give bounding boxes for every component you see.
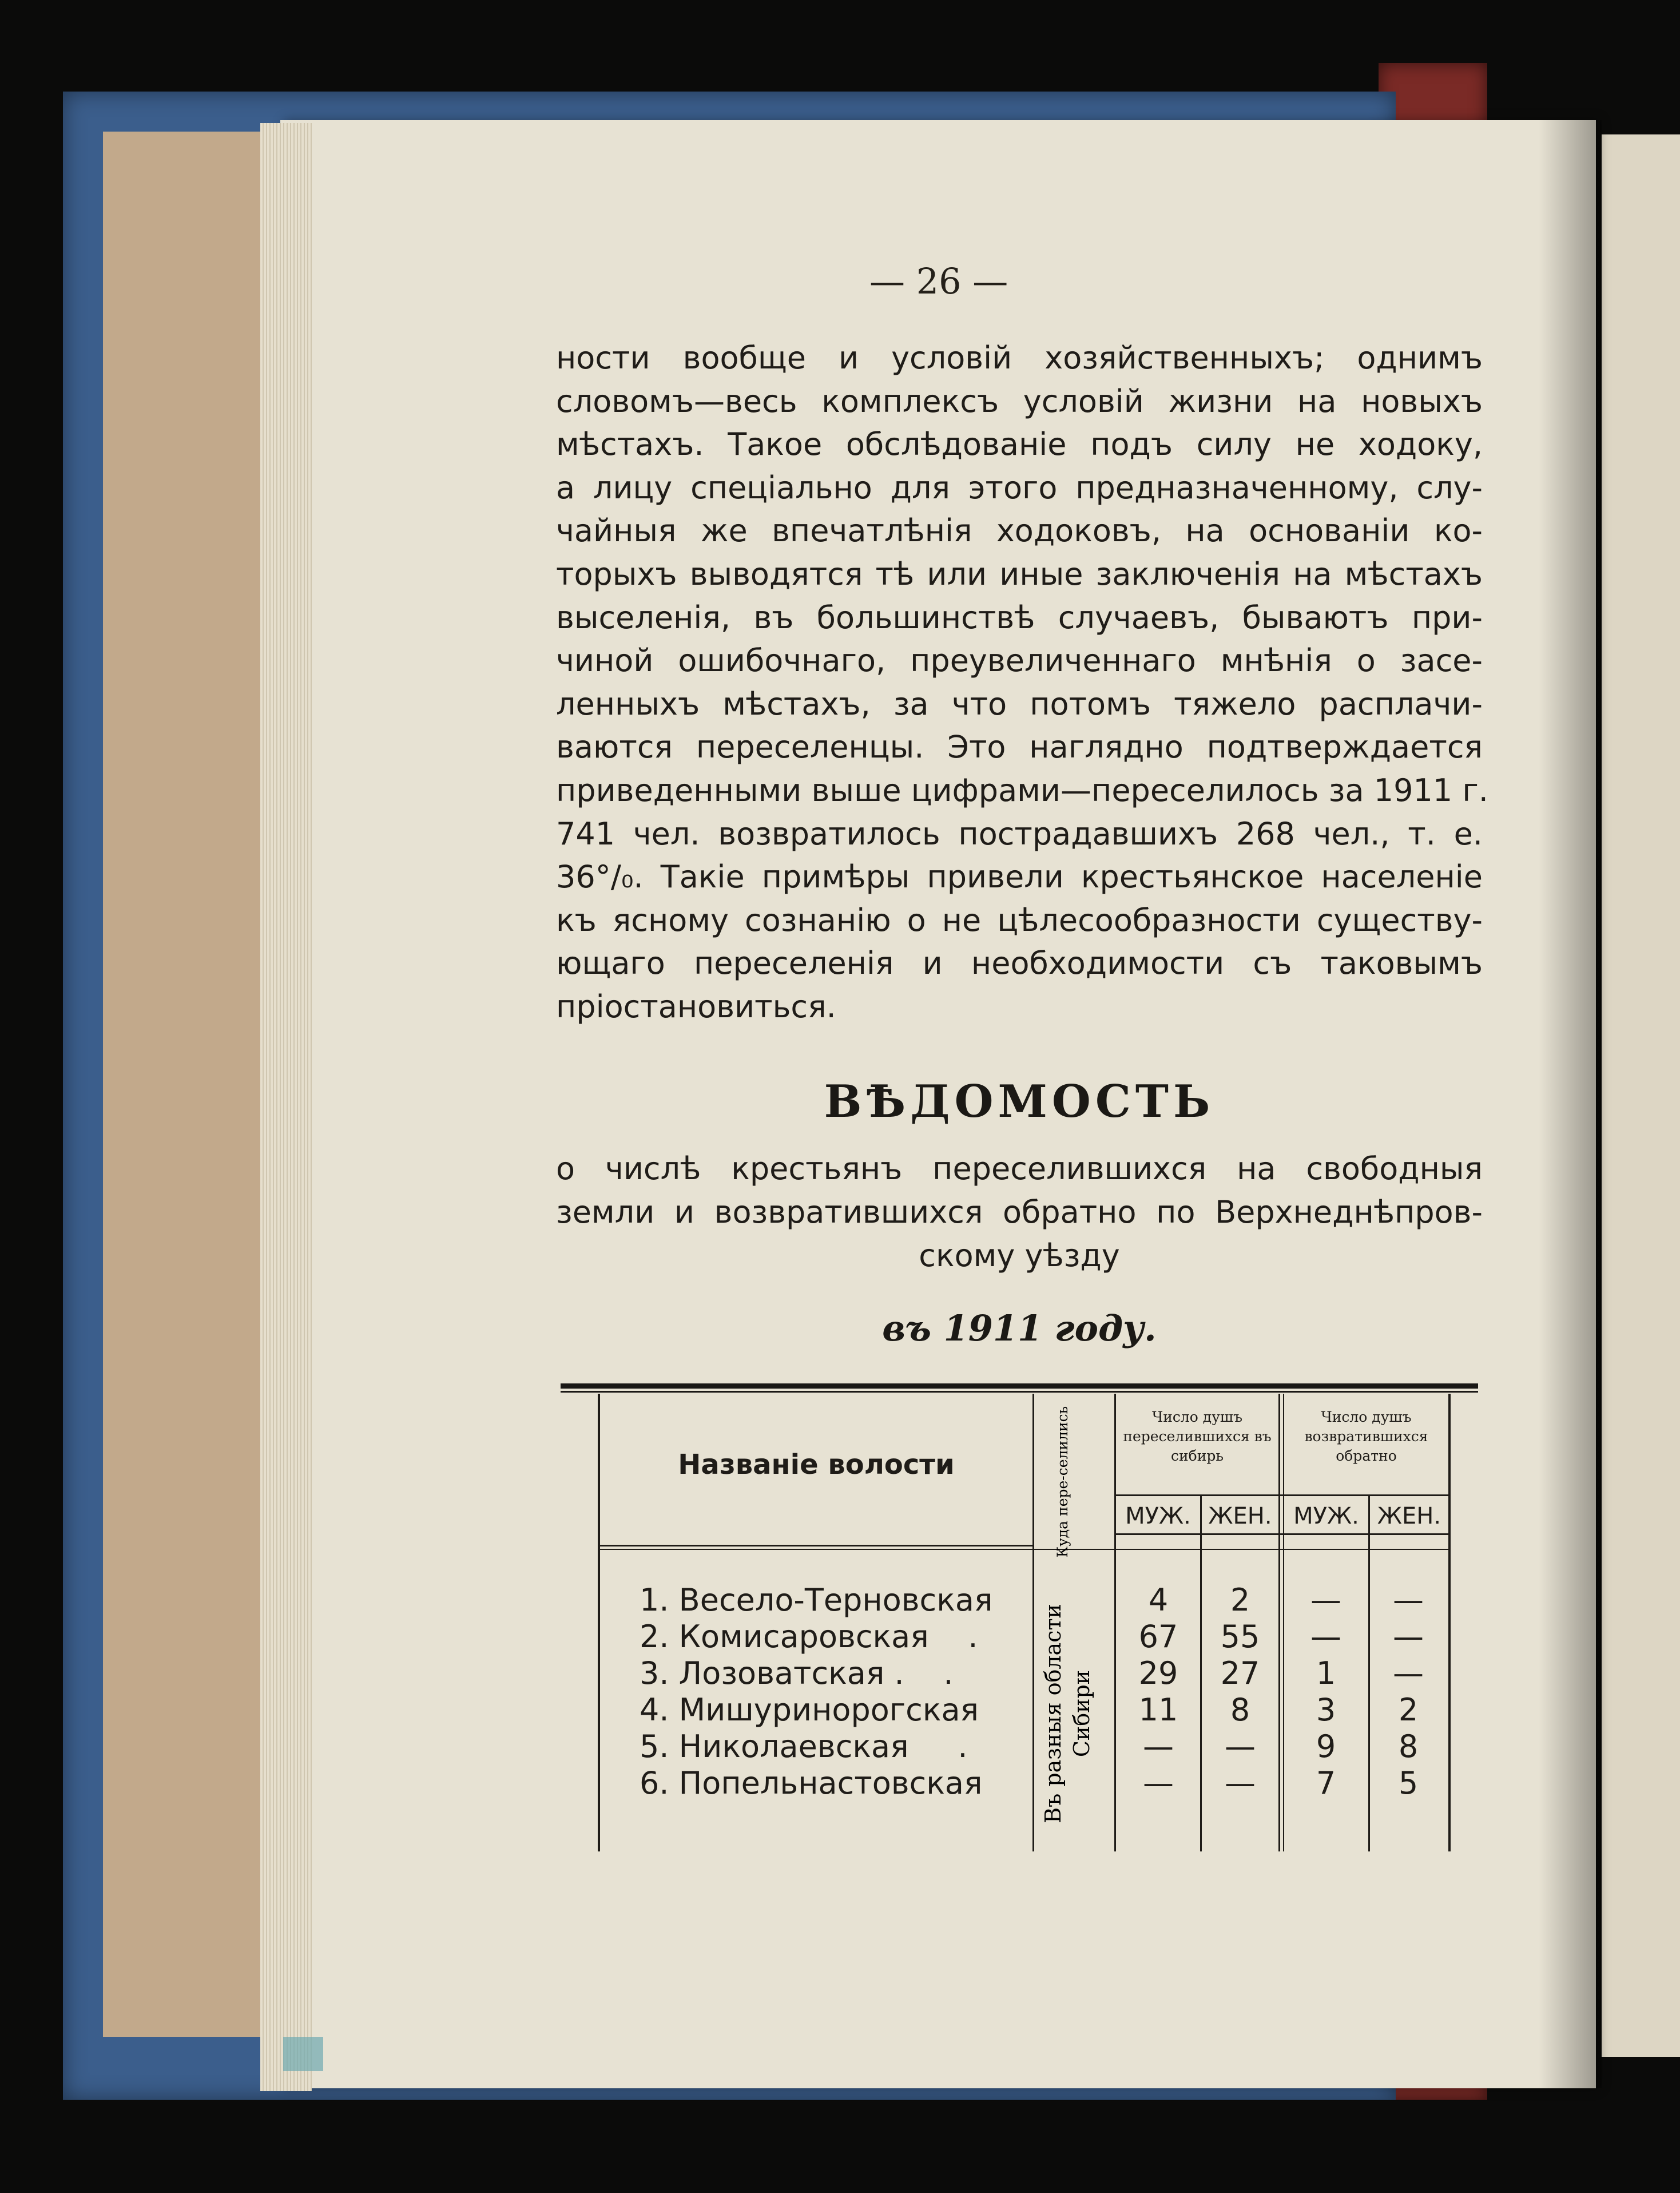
moved-female: — — [1225, 1765, 1256, 1801]
row-name: 1. Весело-Терновская — [640, 1582, 993, 1618]
table-top-rule-thin — [561, 1391, 1478, 1393]
returned-male: — — [1310, 1619, 1341, 1655]
where-value: Въ разныя области Сибири — [1040, 1604, 1094, 1823]
page-edges — [260, 123, 312, 2091]
paragraph-line: а лицу спеціально для этого предназначенному, слу- — [556, 469, 1483, 506]
paragraph-line: ваются переселенцы. Это наглядно подтверждается — [556, 729, 1483, 766]
col-header-where: Куда пере-селились — [1054, 1406, 1071, 1558]
moved-male: — — [1143, 1728, 1174, 1764]
moved-female: 2 — [1230, 1582, 1250, 1618]
returned-female: — — [1393, 1655, 1424, 1691]
returned-female: 8 — [1398, 1728, 1419, 1764]
row-name: 5. Николаевская . — [640, 1728, 968, 1764]
row-name: 2. Комисаровская . — [640, 1619, 978, 1655]
returned-male: 9 — [1316, 1728, 1336, 1764]
endpaper — [103, 132, 286, 2037]
table-divider — [1278, 1394, 1280, 1851]
table-subheader-line — [1114, 1494, 1451, 1496]
returned-male: 3 — [1316, 1692, 1336, 1728]
row-name: 6. Попельнастовская — [640, 1765, 983, 1801]
moved-male: 29 — [1138, 1655, 1178, 1691]
paragraph-line: пріостановиться. — [556, 988, 836, 1025]
subheader-female: ЖЕН. — [1208, 1503, 1272, 1529]
moved-male: 11 — [1138, 1692, 1178, 1728]
moved-male: — — [1143, 1765, 1174, 1801]
moved-male: 4 — [1148, 1582, 1169, 1618]
col-header-returned: Число душъ возвратившихся обратно — [1304, 1409, 1428, 1464]
section-subtitle — [556, 1147, 1483, 1278]
table-border-right — [1448, 1394, 1451, 1851]
moved-female: 8 — [1230, 1692, 1250, 1728]
moved-male: 67 — [1138, 1619, 1178, 1655]
row-name: 4. Мишуринорогская — [640, 1692, 979, 1728]
subheader-female: ЖЕН. — [1377, 1503, 1441, 1529]
paragraph-line: чайныя же впечатлѣнія ходоковъ, на основаніи ко- — [556, 513, 1483, 549]
row-name: 3. Лозоватская . . — [640, 1655, 954, 1691]
returned-male: 1 — [1316, 1655, 1336, 1691]
moved-female: 55 — [1220, 1619, 1260, 1655]
paragraph-line: выселенія, въ большинствѣ случаевъ, бываютъ при- — [556, 599, 1483, 636]
moved-female: — — [1225, 1728, 1256, 1764]
year-line: въ 1911 году. — [882, 1307, 1157, 1349]
page-number: — 26 — — [869, 260, 1008, 302]
table-header-bottom — [1114, 1533, 1451, 1535]
page-stain — [283, 2037, 323, 2071]
subtitle-line: о числѣ крестьянъ переселившихся на свободныя — [556, 1151, 1483, 1187]
table-header-bottom — [600, 1545, 1032, 1546]
table-divider — [1032, 1394, 1034, 1851]
paragraph-line: ленныхъ мѣстахъ, за что потомъ тяжело расплачи- — [556, 685, 1483, 722]
returned-female: 5 — [1398, 1765, 1419, 1801]
paragraph-line: чиной ошибочнаго, преувеличеннаго мнѣнія о засе- — [556, 643, 1483, 679]
paragraph-line: приведенными выше цифрами—переселилось за 1911 г. — [556, 772, 1488, 808]
returned-female: — — [1393, 1619, 1424, 1655]
page-gutter-shadow — [1539, 120, 1602, 2088]
body-paragraph — [556, 336, 1488, 1029]
subheader-male: МУЖ. — [1125, 1503, 1191, 1529]
moved-female: 27 — [1220, 1655, 1260, 1691]
col-header-moved: Число душъ переселившихся въ сибирь — [1123, 1409, 1272, 1464]
subtitle-line: скому уѣзду — [919, 1238, 1120, 1274]
returned-female: 2 — [1398, 1692, 1419, 1728]
paragraph-line: словомъ—весь комплексъ условій жизни на новыхъ — [556, 383, 1483, 419]
subtitle-line: земли и возвратившихся обратно по Верхнеднѣпров- — [556, 1194, 1483, 1230]
paragraph-line: 36°/₀. Такіе примѣры привели крестьянское населеніе — [556, 859, 1483, 895]
paragraph-line: къ ясному сознанію о не цѣлесообразности существу- — [556, 902, 1483, 938]
table-header-bottom — [600, 1549, 1451, 1550]
section-heading: ВѢДОМОСТЬ — [824, 1076, 1215, 1128]
paragraph-line: торыхъ выводятся тѣ или иные заключенія на мѣстахъ — [556, 556, 1483, 592]
returned-male: — — [1310, 1582, 1341, 1618]
table-top-rule — [561, 1383, 1478, 1389]
paragraph-line: ности вообще и условій хозяйственныхъ; однимъ — [556, 340, 1483, 376]
next-page-edge — [1602, 134, 1680, 2057]
paragraph-line: ющаго переселенія и необходимости съ таковымъ — [556, 945, 1483, 982]
col-header-name: Названіе волости — [678, 1449, 955, 1481]
returned-female: — — [1393, 1582, 1424, 1618]
returned-male: 7 — [1316, 1765, 1336, 1801]
subheader-male: МУЖ. — [1293, 1503, 1359, 1529]
paragraph-line: 741 чел. возвратилось пострадавшихъ 268 чел., т. е. — [556, 815, 1483, 852]
paragraph-line: мѣстахъ. Такое обслѣдованіе подъ силу не ходоку, — [556, 426, 1483, 463]
